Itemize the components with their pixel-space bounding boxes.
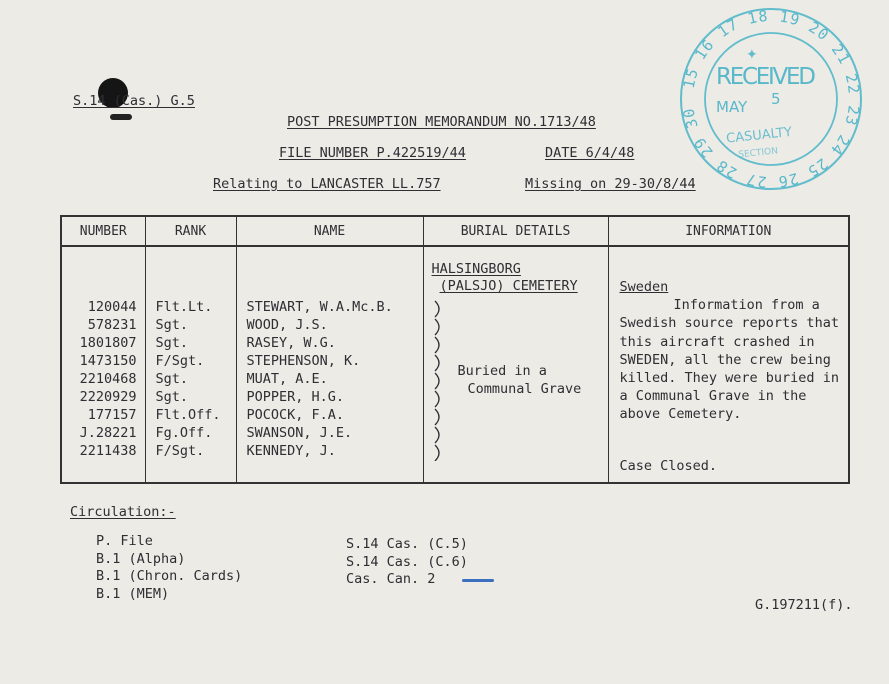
case-closed: Case Closed. xyxy=(619,458,718,474)
header-rank: RANK xyxy=(145,216,236,246)
burial-details xyxy=(458,362,582,398)
cemetery-name xyxy=(432,261,578,295)
ranks xyxy=(156,298,221,460)
circulation-left xyxy=(96,533,242,603)
rank: Flt.Off. xyxy=(155,407,221,423)
info-country: Sweden xyxy=(619,279,669,295)
service-number: 2211438 xyxy=(79,443,137,459)
crew-name: POCOCK, F.A. xyxy=(246,407,345,423)
crew-name: POPPER, H.G. xyxy=(246,389,345,405)
memo-date: DATE 6/4/48 xyxy=(545,145,635,161)
stamp-casualty: CASUALTY xyxy=(725,124,793,147)
crew-name: STEPHENSON, K. xyxy=(246,353,361,369)
header-number: NUMBER xyxy=(61,216,145,246)
rank: Flt.Lt. xyxy=(155,299,213,315)
blue-pencil-mark xyxy=(462,579,494,582)
stamp-received: RECEIVED xyxy=(716,64,816,90)
stamp-section: SECTION xyxy=(737,146,779,161)
circulation-entry: B.1 (Chron. Cards) xyxy=(96,568,243,584)
circulation-entry: S.14 Cas. (C.5) xyxy=(346,536,468,552)
service-number: J.28221 xyxy=(79,425,137,441)
rank: F/Sgt. xyxy=(155,353,205,369)
circulation-entry: S.14 Cas. (C.6) xyxy=(346,553,468,570)
crew-name: SWANSON, J.E. xyxy=(246,425,353,441)
rank: Sgt. xyxy=(155,335,189,351)
burial-line-1: Buried in a xyxy=(457,363,547,379)
svg-text:✦: ✦ xyxy=(746,47,758,63)
crew-name: STEWART, W.A.Mc.B. xyxy=(246,299,393,315)
crew-names xyxy=(247,298,393,460)
memo-title: POST PRESUMPTION MEMORANDUM NO.1713/48 xyxy=(287,114,596,130)
crew-name: WOOD, J.S. xyxy=(246,317,328,333)
rank: Sgt. xyxy=(155,389,189,405)
crew-name: MUAT, A.E. xyxy=(246,371,328,387)
stamp-ring-numbers: 15 16 17 18 19 20 21 22 23 24 25 26 27 28 29 30 xyxy=(679,6,864,192)
rank: Sgt. xyxy=(155,371,189,387)
missing-date: Missing on 29-30/8/44 xyxy=(525,176,696,192)
rank: Fg.Off. xyxy=(155,425,213,441)
bracket-marks xyxy=(432,299,446,461)
file-reference: S.14 (Cas.) G.5 xyxy=(73,93,195,109)
stamp-month: MAY xyxy=(716,98,748,116)
service-number: 1473150 xyxy=(79,353,137,369)
circulation-entry: B.1 (Alpha) xyxy=(96,550,186,567)
header-burial: BURIAL DETAILS xyxy=(423,216,608,246)
crew-name: KENNEDY, J. xyxy=(246,443,336,459)
circulation-right xyxy=(346,536,468,589)
burial-line-2: Communal Grave xyxy=(467,381,582,397)
cemetery-line-2: (PALSJO) CEMETERY xyxy=(439,278,578,294)
cemetery-line-1: HALSINGBORG xyxy=(431,261,521,277)
circulation-entry: B.1 (MEM) xyxy=(96,585,170,602)
ink-smudge xyxy=(110,114,132,120)
service-number: 1801807 xyxy=(79,335,137,351)
crew-table xyxy=(60,215,850,484)
crew-name: RASEY, W.G. xyxy=(246,335,336,351)
service-numbers xyxy=(80,298,137,460)
service-number: 2210468 xyxy=(79,371,137,387)
file-number: FILE NUMBER P.422519/44 xyxy=(279,145,466,161)
form-code: G.197211(f). xyxy=(755,597,853,613)
service-number: 120044 xyxy=(87,299,137,315)
service-number: 578231 xyxy=(87,317,137,333)
stamp-day: 5 xyxy=(771,90,781,108)
info-body: Information from a Swedish source reports that this aircraft crashed in SWEDEN, all the crew being killed. They were buried in a Communal Grave in the above Cemetery. xyxy=(619,297,839,423)
information-text xyxy=(620,278,845,424)
rank: F/Sgt. xyxy=(155,443,205,459)
received-stamp xyxy=(676,4,866,194)
circulation-label: Circulation:- xyxy=(70,504,176,520)
header-information: INFORMATION xyxy=(608,216,849,246)
header-name: NAME xyxy=(236,216,423,246)
aircraft-reference: Relating to LANCASTER LL.757 xyxy=(213,176,441,192)
circulation-entry: P. File xyxy=(96,533,153,549)
circulation-entry: Cas. Can. 2 xyxy=(346,571,436,587)
rank: Sgt. xyxy=(155,317,189,333)
service-number: 2220929 xyxy=(79,389,137,405)
service-number: 177157 xyxy=(87,407,137,423)
